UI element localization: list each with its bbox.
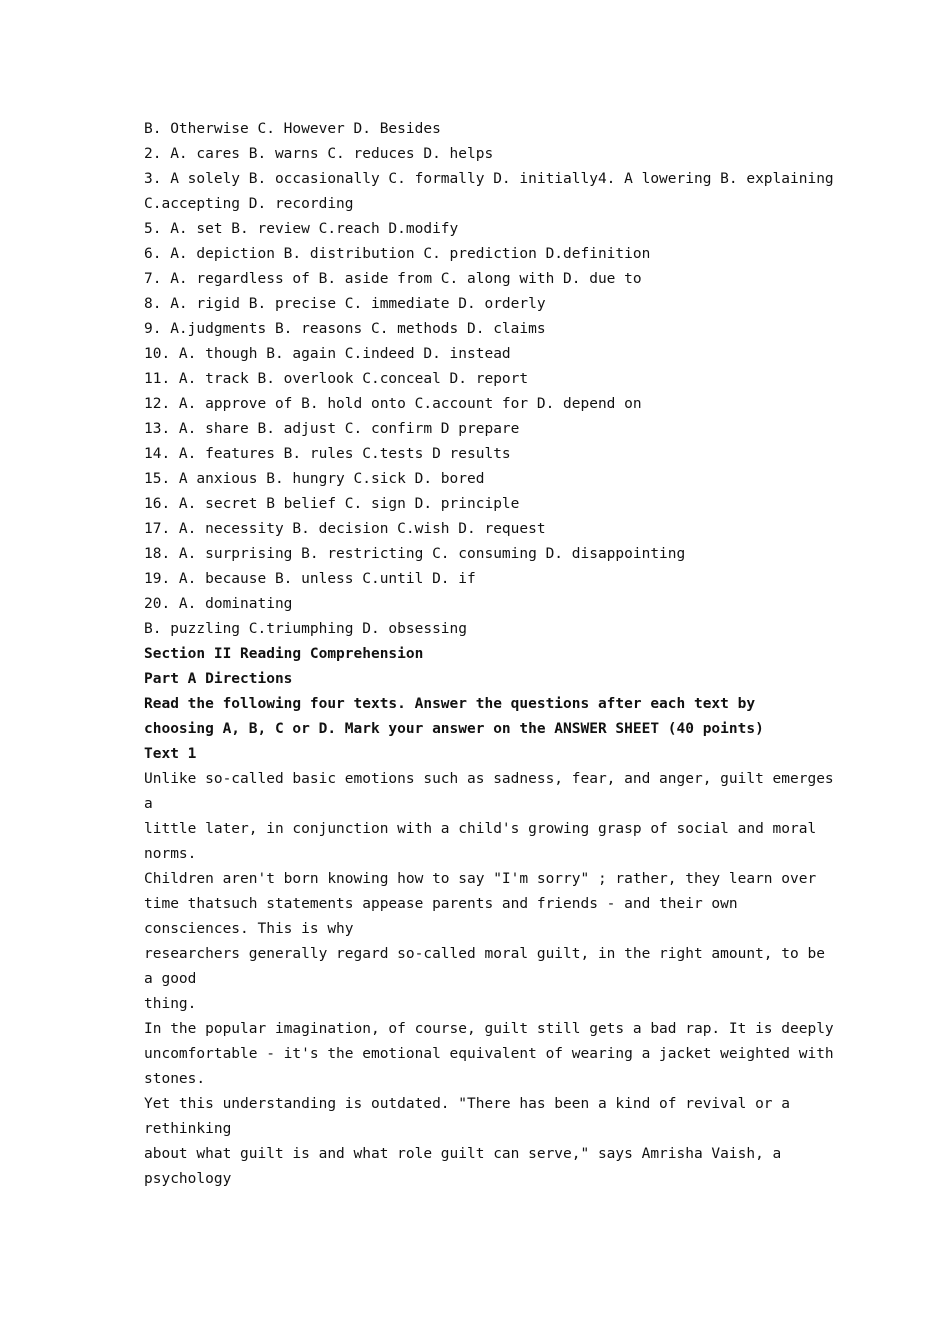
text-line: 13. A. share B. adjust C. confirm D prepare <box>144 421 520 437</box>
text-line: 12. A. approve of B. hold onto C.account for D. depend on <box>144 396 642 412</box>
text-line: Children aren't born knowing how to say "I'm sorry" ; rather, they learn over <box>144 871 817 887</box>
document-body <box>144 117 834 1192</box>
text-line: 2. A. cares B. warns C. reduces D. helps <box>144 146 494 162</box>
text-line: 19. A. because B. unless C.until D. if <box>144 571 476 587</box>
text-line: time thatsuch statements appease parents and friends - and their own <box>144 896 738 912</box>
text-line: B. Otherwise C. However D. Besides <box>144 121 441 137</box>
text-line: thing. <box>144 996 197 1012</box>
text-line: little later, in conjunction with a child's growing grasp of social and moral <box>144 821 817 837</box>
text-line: 9. A.judgments B. reasons C. methods D. claims <box>144 321 546 337</box>
text-line: B. puzzling C.triumphing D. obsessing <box>144 621 468 637</box>
text-line: 20. A. dominating <box>144 596 293 612</box>
text-line: stones. <box>144 1071 206 1087</box>
text-line: 5. A. set B. review C.reach D.modify <box>144 221 459 237</box>
heading-line: Section II Reading Comprehension <box>144 646 424 662</box>
text-line: 11. A. track B. overlook C.conceal D. report <box>144 371 529 387</box>
heading-line: Read the following four texts. Answer the questions after each text by <box>144 696 756 712</box>
text-line: 14. A. features B. rules C.tests D results <box>144 446 511 462</box>
text-line: 18. A. surprising B. restricting C. consuming D. disappointing <box>144 546 686 562</box>
text-line: 15. A anxious B. hungry C.sick D. bored <box>144 471 485 487</box>
text-line: 17. A. necessity B. decision C.wish D. request <box>144 521 546 537</box>
text-line: 7. A. regardless of B. aside from C. along with D. due to <box>144 271 642 287</box>
text-line: Yet this understanding is outdated. "There has been a kind of revival or a <box>144 1096 791 1112</box>
text-line: uncomfortable - it's the emotional equivalent of wearing a jacket weighted with <box>144 1046 834 1062</box>
text-line: 3. A solely B. occasionally C. formally D. initially4. A lowering B. explaining <box>144 171 834 187</box>
heading-line: Text 1 <box>144 746 197 762</box>
text-line: consciences. This is why <box>144 921 354 937</box>
text-line: norms. <box>144 846 197 862</box>
text-line: rethinking <box>144 1121 232 1137</box>
text-line: Unlike so-called basic emotions such as sadness, fear, and anger, guilt emerges <box>144 771 834 787</box>
text-line: a <box>144 796 153 812</box>
text-line: C.accepting D. recording <box>144 196 354 212</box>
text-line: 6. A. depiction B. distribution C. prediction D.definition <box>144 246 651 262</box>
text-line: In the popular imagination, of course, guilt still gets a bad rap. It is deeply <box>144 1021 834 1037</box>
heading-line: Part A Directions <box>144 671 293 687</box>
text-line: about what guilt is and what role guilt can serve," says Amrisha Vaish, a <box>144 1146 782 1162</box>
text-line: a good <box>144 971 197 987</box>
text-line: 16. A. secret B belief C. sign D. principle <box>144 496 520 512</box>
text-line: 10. A. though B. again C.indeed D. instead <box>144 346 511 362</box>
text-line: researchers generally regard so-called moral guilt, in the right amount, to be <box>144 946 825 962</box>
text-line: psychology <box>144 1171 232 1187</box>
heading-line: choosing A, B, C or D. Mark your answer on the ANSWER SHEET (40 points) <box>144 721 764 737</box>
text-line: 8. A. rigid B. precise C. immediate D. orderly <box>144 296 546 312</box>
